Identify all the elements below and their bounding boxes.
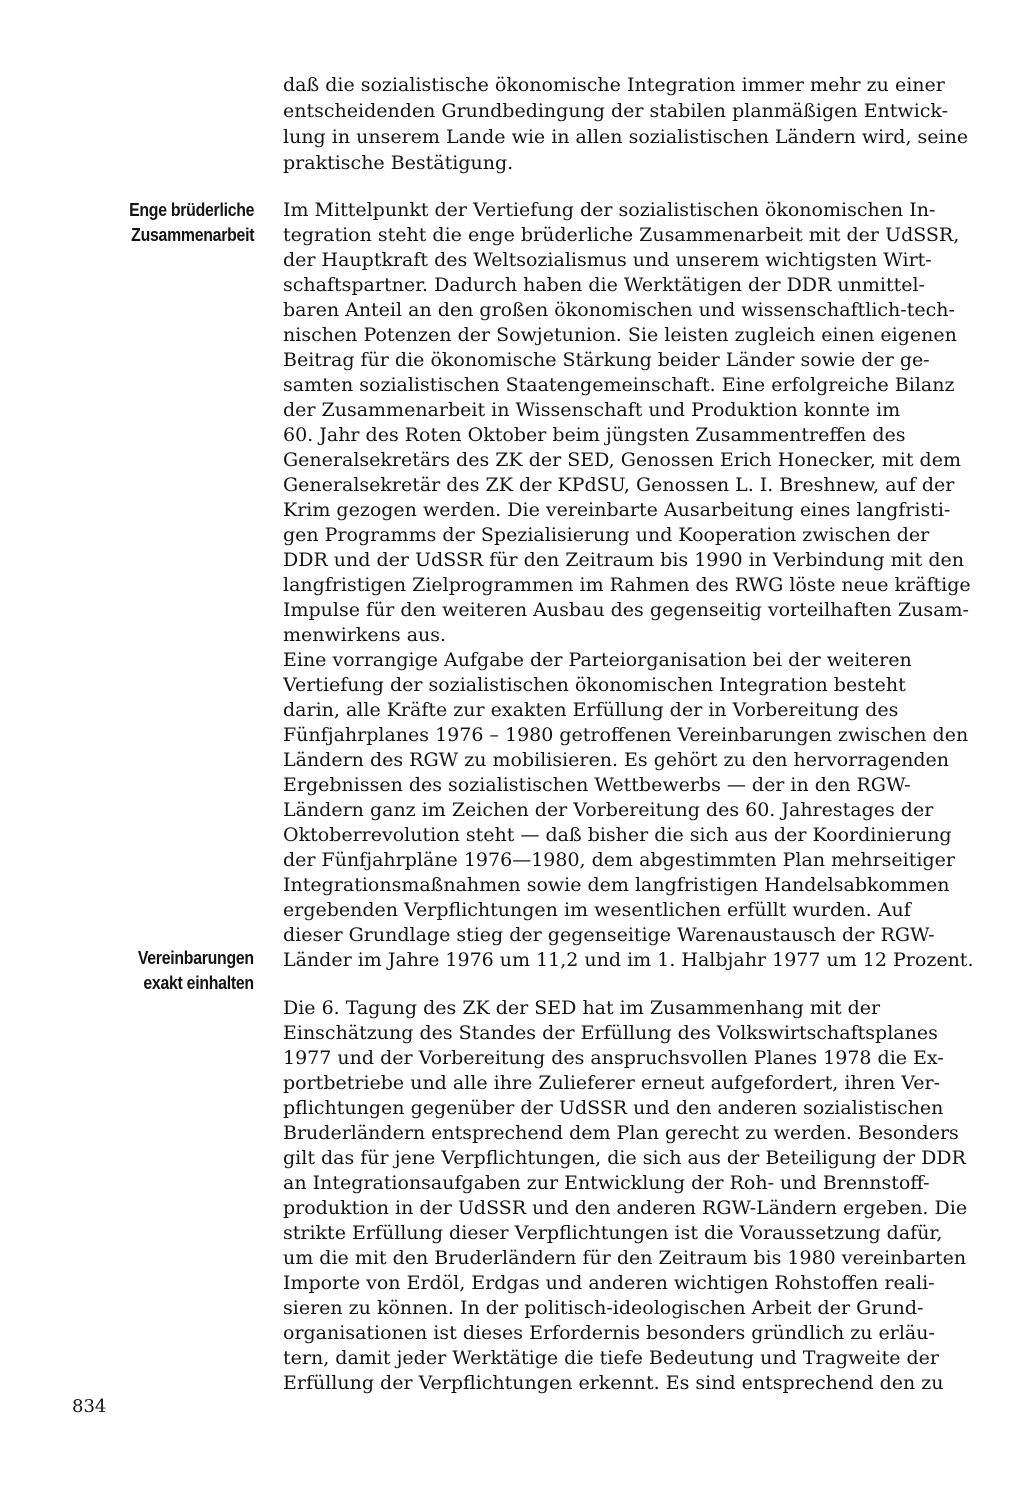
text-line: langfristigen Zielprogrammen im Rahmen des RWG löste neue kräftige bbox=[283, 574, 971, 596]
text-line: ergebenden Verpflichtungen im wesentlichen erfüllt wurden. Auf bbox=[283, 899, 911, 921]
text-line: tern, damit jeder Werktätige die tiefe Bedeutung und Tragweite der bbox=[283, 1347, 940, 1369]
text-line: an Integrationsaufgaben zur Entwicklung der Roh- und Brennstoff- bbox=[283, 1172, 930, 1194]
text-line: Krim gezogen werden. Die vereinbarte Ausarbeitung eines langfristi- bbox=[283, 499, 951, 521]
text-line: entscheidenden Grundbedingung der stabilen planmäßigen Entwick- bbox=[283, 100, 949, 122]
text-line: daß die sozialistische ökonomische Integration immer mehr zu einer bbox=[283, 74, 945, 96]
text-line: Importe von Erdöl, Erdgas und anderen wichtigen Rohstoffen reali- bbox=[283, 1272, 935, 1294]
text-line: Vertiefung der sozialistischen ökonomischen Integration besteht bbox=[283, 674, 906, 696]
text-line: lung in unserem Lande wie in allen sozialistischen Ländern wird, seine bbox=[283, 126, 969, 148]
text-line: Impulse für den weiteren Ausbau des gegenseitig vorteilhaften Zusam- bbox=[283, 599, 969, 621]
text-line: Ländern des RGW zu mobilisieren. Es gehört zu den hervorragenden bbox=[283, 749, 950, 771]
text-line: Die 6. Tagung des ZK der SED hat im Zusammenhang mit der bbox=[283, 997, 881, 1019]
text-line: menwirkens aus. bbox=[283, 624, 447, 646]
margin-note-close-cooperation bbox=[129, 198, 254, 248]
text-line: sieren zu können. In der politisch-ideologischen Arbeit der Grund- bbox=[283, 1297, 924, 1319]
margin-note-line: Vereinbarungen bbox=[137, 948, 254, 968]
margin-note-line: Zusammenarbeit bbox=[130, 225, 254, 245]
text-line: produktion in der UdSSR und den anderen RGW-Ländern ergeben. Die bbox=[283, 1197, 968, 1219]
text-line: praktische Bestätigung. bbox=[283, 152, 514, 174]
text-line: 1977 und der Vorbereitung des anspruchsvollen Planes 1978 die Ex- bbox=[283, 1047, 944, 1069]
text-line: samten sozialistischen Staatengemeinschaft. Eine erfolgreiche Bilanz bbox=[283, 374, 955, 396]
text-line: darin, alle Kräfte zur exakten Erfüllung der in Vorbereitung des bbox=[283, 699, 899, 721]
margin-note-line: Enge brüderliche bbox=[128, 200, 254, 220]
text-line: baren Anteil an den großen ökonomischen und wissenschaftlich-tech- bbox=[283, 299, 955, 321]
text-line: portbetriebe und alle ihre Zulieferer erneut aufgefordert, ihren Ver- bbox=[283, 1072, 941, 1094]
text-line: der Zusammenarbeit in Wissenschaft und Produktion konnte im bbox=[283, 399, 901, 421]
text-line: Ländern ganz im Zeichen der Vorbereitung des 60. Jahrestages der bbox=[283, 799, 934, 821]
text-line: Einschätzung des Standes der Erfüllung des Volkswirtschaftsplanes bbox=[283, 1022, 938, 1044]
text-line: nischen Potenzen der Sowjetunion. Sie leisten zugleich einen eigenen bbox=[283, 324, 957, 346]
text-line: Bruderländern entsprechend dem Plan gerecht zu werden. Besonders bbox=[283, 1122, 959, 1144]
text-line: DDR und der UdSSR für den Zeitraum bis 1990 in Verbindung mit den bbox=[283, 549, 964, 571]
text-line: Eine vorrangige Aufgabe der Parteiorganisation bei der weiteren bbox=[283, 649, 912, 671]
text-line: Oktoberrevolution steht — daß bisher die sich aus der Koordinierung bbox=[283, 824, 952, 846]
text-line: gilt das für jene Verpflichtungen, die sich aus der Beteiligung der DDR bbox=[283, 1147, 966, 1169]
text-line: Im Mittelpunkt der Vertiefung der sozialistischen ökonomischen In- bbox=[283, 199, 936, 221]
text-line: schaftspartner. Dadurch haben die Werktätigen der DDR unmittel- bbox=[283, 274, 925, 296]
text-line: Ergebnissen des sozialistischen Wettbewerbs — der in den RGW- bbox=[283, 774, 911, 796]
text-line: pflichtungen gegenüber der UdSSR und den anderen sozialistischen bbox=[283, 1097, 944, 1119]
text-line: gen Programms der Spezialisierung und Kooperation zwischen der bbox=[283, 524, 930, 546]
margin-note-line: exakt einhalten bbox=[143, 973, 254, 993]
page-number: 834 bbox=[72, 1396, 107, 1417]
text-line: um die mit den Bruderländern für den Zeitraum bis 1980 vereinbarten bbox=[283, 1247, 967, 1269]
text-line: Fünfjahrplanes 1976 – 1980 getroffenen Vereinbarungen zwischen den bbox=[283, 724, 969, 746]
text-line: 60. Jahr des Roten Oktober beim jüngsten Zusammentreffen des bbox=[283, 424, 906, 446]
margin-note-keep-agreements bbox=[138, 946, 254, 996]
text-line: der Fünfjahrpläne 1976—1980, dem abgestimmten Plan mehrseitiger bbox=[283, 849, 955, 871]
text-line: tegration steht die enge brüderliche Zusammenarbeit mit der UdSSR, bbox=[283, 224, 960, 246]
text-line: Länder im Jahre 1976 um 11,2 und im 1. Halbjahr 1977 um 12 Prozent. bbox=[283, 949, 974, 971]
text-line: Beitrag für die ökonomische Stärkung beider Länder sowie der ge- bbox=[283, 349, 930, 371]
text-line: Generalsekretärs des ZK der SED, Genossen Erich Honecker, mit dem bbox=[283, 449, 961, 471]
text-line: strikte Erfüllung dieser Verpflichtungen ist die Voraussetzung dafür, bbox=[283, 1222, 943, 1244]
text-line: Generalsekretär des ZK der KPdSU, Genossen L. I. Breshnew, auf der bbox=[283, 474, 955, 496]
text-line: der Hauptkraft des Weltsozialismus und unserem wichtigsten Wirt- bbox=[283, 249, 932, 271]
text-line: organisationen ist dieses Erfordernis besonders gründlich zu erläu- bbox=[283, 1322, 935, 1344]
text-line: dieser Grundlage stieg der gegenseitige Warenaustausch der RGW- bbox=[283, 924, 935, 946]
text-line: Erfüllung der Verpflichtungen erkennt. Es sind entsprechend den zu bbox=[283, 1372, 944, 1394]
text-line: Integrationsmaßnahmen sowie dem langfristigen Handelsabkommen bbox=[283, 874, 950, 896]
